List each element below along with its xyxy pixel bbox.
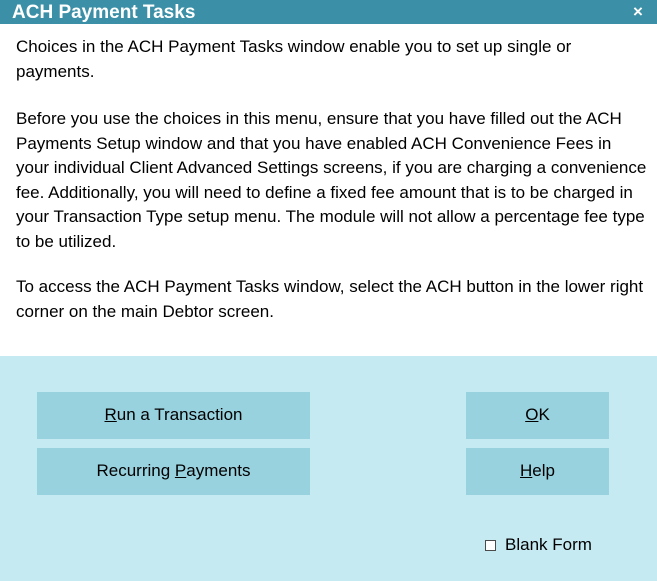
recurring-payments-label-rest: ayments (186, 461, 251, 480)
recurring-payments-label-pre: Recurring (96, 461, 175, 480)
ok-label-rest: K (538, 405, 550, 424)
window-title: ACH Payment Tasks (12, 2, 196, 23)
ok-accel: O (525, 405, 539, 424)
blank-form-checkbox[interactable] (485, 540, 496, 551)
run-transaction-button[interactable] (37, 392, 310, 439)
blank-form-label: Blank Form (505, 535, 592, 554)
blank-form-option[interactable] (485, 533, 592, 557)
ok-button[interactable] (466, 392, 609, 439)
recurring-payments-button[interactable] (37, 448, 310, 495)
run-transaction-accel: R (104, 405, 117, 424)
help-paragraph-setup: Before you use the choices in this menu, ensure that you have filled out the ACH Payments Setup window and that you have enabled ACH Convenience Fees in your individual Client Advanced Settings screens, if you are charging a convenience fee. Additionally, you will need to define a fixed fee amount that is to be charged in your Transaction Type setup menu. The module will not allow a percentage fee type to be utilized. (16, 109, 647, 251)
help-paragraph-intro: Choices in the ACH Payment Tasks window enable you to set up single or payments. (16, 37, 572, 81)
help-button[interactable] (466, 448, 609, 495)
title-bar (0, 0, 657, 24)
help-accel: H (520, 461, 533, 480)
help-paragraph-access: To access the ACH Payment Tasks window, select the ACH button in the lower right corner on the main Debtor screen. (16, 277, 644, 321)
recurring-payments-accel: P (174, 461, 187, 480)
help-label-rest: elp (532, 461, 555, 480)
close-icon[interactable]: × (633, 2, 643, 21)
run-transaction-label: un a Transaction (116, 405, 243, 424)
help-content (0, 24, 657, 356)
